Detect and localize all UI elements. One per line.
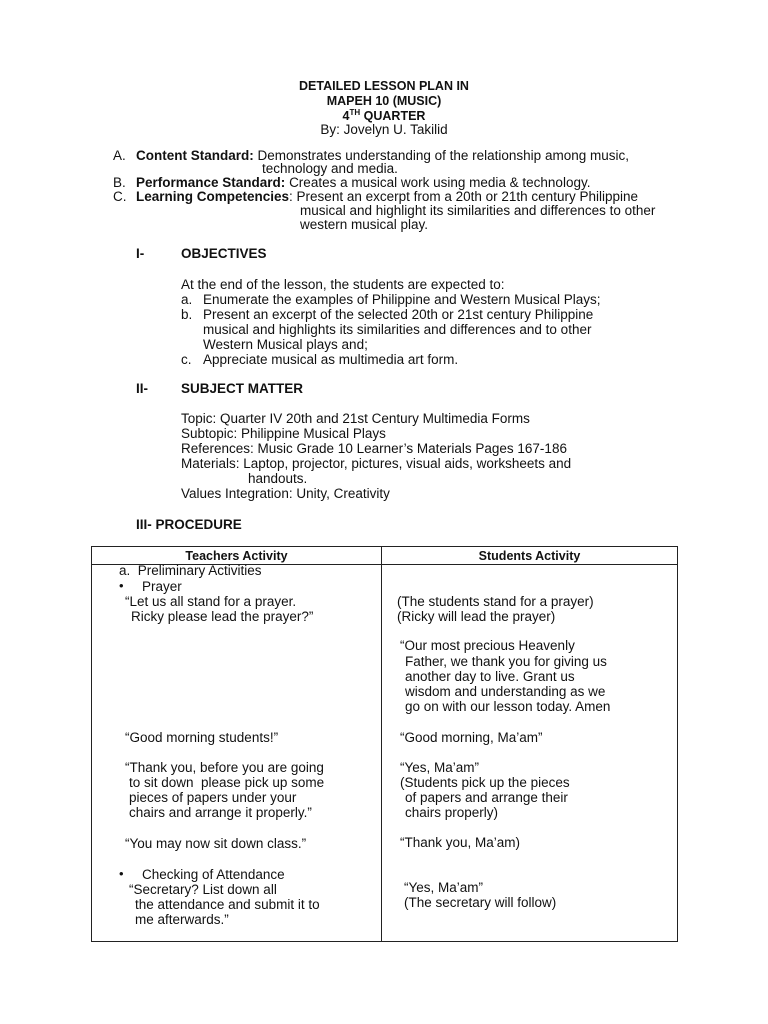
- standard-c-label: Learning Competencies: [136, 189, 290, 204]
- objective-b-text: Present an excerpt of the selected 20th or 21st century Philippine: [203, 307, 594, 322]
- student-yes: “Yes, Ma’am”: [400, 760, 480, 775]
- student-ricky: (Ricky will lead the prayer): [397, 609, 556, 624]
- teacher-prayer-line1: “Let us all stand for a prayer.: [125, 594, 297, 609]
- objective-a-text: Enumerate the examples of Philippine and Western Musical Plays;: [203, 292, 601, 307]
- objectives-number: I-: [136, 246, 145, 261]
- teacher-attendance-line1: “Secretary? List down all: [129, 882, 277, 897]
- student-prayer-line1: “Our most precious Heavenly: [400, 638, 575, 653]
- materials-line-cont: handouts.: [248, 471, 308, 486]
- document-title: DETAILED LESSON PLAN IN: [299, 79, 469, 93]
- student-pick-line3: chairs properly): [405, 805, 499, 820]
- objective-c-marker: c.: [181, 352, 192, 367]
- subject-matter-number: II-: [136, 381, 148, 396]
- student-yes-attendance: “Yes, Ma’am”: [404, 880, 484, 895]
- teacher-thanks-line4: chairs and arrange it properly.”: [129, 805, 312, 820]
- standard-a-marker: A.: [113, 148, 126, 163]
- student-stand: (The students stand for a prayer): [397, 594, 594, 609]
- subject-matter-heading: SUBJECT MATTER: [181, 381, 304, 396]
- students-activity-header: Students Activity: [478, 549, 581, 563]
- student-thank-you: “Thank you, Ma’am): [400, 835, 521, 850]
- bullet-icon: •: [119, 866, 124, 881]
- bullet-icon: •: [119, 578, 124, 593]
- standard-b-line: [136, 175, 590, 190]
- procedure-heading: III- PROCEDURE: [136, 517, 242, 532]
- prayer-label: Prayer: [142, 579, 182, 594]
- standard-c-line: [136, 189, 638, 204]
- author-line: By: Jovelyn U. Takilid: [320, 122, 448, 137]
- student-pick-line1: (Students pick up the pieces: [400, 775, 570, 790]
- teacher-prayer-line2: Ricky please lead the prayer?”: [131, 609, 314, 624]
- student-secretary: (The secretary will follow): [404, 895, 557, 910]
- student-prayer-line3: another day to live. Grant us: [405, 669, 575, 684]
- teacher-greeting: “Good morning students!”: [125, 730, 279, 745]
- standard-c-text: : Present an excerpt from a 20th or 21th century Philippine: [289, 189, 638, 204]
- teacher-thanks-line1: “Thank you, before you are going: [125, 760, 324, 775]
- standard-a-text: Demonstrates understanding of the relationship among music,: [257, 148, 629, 163]
- quarter-number: 4: [342, 109, 350, 123]
- objective-c-text: Appreciate musical as multimedia art form.: [203, 352, 459, 367]
- standard-c-marker: C.: [113, 189, 127, 204]
- standard-b-label: Performance Standard:: [136, 175, 286, 190]
- standard-a-text-cont: technology and media.: [262, 161, 398, 176]
- topic-line: Topic: Quarter IV 20th and 21st Century Multimedia Forms: [181, 411, 530, 426]
- student-prayer-line4: wisdom and understanding as we: [405, 684, 606, 699]
- references-line: References: Music Grade 10 Learner’s Materials Pages 167-186: [181, 441, 567, 456]
- document-subtitle: MAPEH 10 (MUSIC): [326, 94, 442, 108]
- objectives-intro: At the end of the lesson, the students are expected to:: [181, 277, 505, 292]
- teacher-sit-down: “You may now sit down class.”: [125, 836, 307, 851]
- values-line: Values Integration: Unity, Creativity: [181, 486, 390, 501]
- objective-b-text-cont2: Western Musical plays and;: [203, 337, 368, 352]
- objective-a-marker: a.: [181, 292, 193, 307]
- teacher-thanks-line3: pieces of papers under your: [129, 790, 297, 805]
- student-pick-line2: of papers and arrange their: [405, 790, 568, 805]
- objective-b-marker: b.: [181, 307, 193, 322]
- teacher-thanks-line2: to sit down please pick up some: [129, 775, 325, 790]
- table-column-divider: [381, 547, 382, 941]
- attendance-label: Checking of Attendance: [142, 867, 285, 882]
- quarter-word: QUARTER: [363, 109, 426, 123]
- teacher-attendance-line3: me afterwards.”: [135, 912, 229, 927]
- standard-b-text: Creates a musical work using media & technology.: [289, 175, 591, 190]
- standard-c-text-cont1: musical and highlight its similarities and differences to other: [300, 203, 656, 218]
- teacher-attendance-line2: the attendance and submit it to: [135, 897, 320, 912]
- standard-b-marker: B.: [113, 175, 126, 190]
- student-prayer-line5: go on with our lesson today. Amen: [405, 699, 611, 714]
- student-greeting: “Good morning, Ma’am”: [400, 730, 543, 745]
- quarter-superscript: TH: [349, 107, 361, 117]
- student-prayer-line2: Father, we thank you for giving us: [405, 654, 607, 669]
- objectives-heading: OBJECTIVES: [181, 246, 267, 261]
- preliminary-activities: a. Preliminary Activities: [119, 563, 262, 578]
- materials-line: Materials: Laptop, projector, pictures, visual aids, worksheets and: [181, 456, 572, 471]
- subtopic-line: Subtopic: Philippine Musical Plays: [181, 426, 386, 441]
- standard-c-text-cont2: western musical play.: [300, 217, 429, 232]
- teachers-activity-header: Teachers Activity: [185, 549, 288, 563]
- standard-a-label: Content Standard:: [136, 148, 254, 163]
- objective-b-text-cont1: musical and highlights its similarities and differences and to other: [203, 322, 592, 337]
